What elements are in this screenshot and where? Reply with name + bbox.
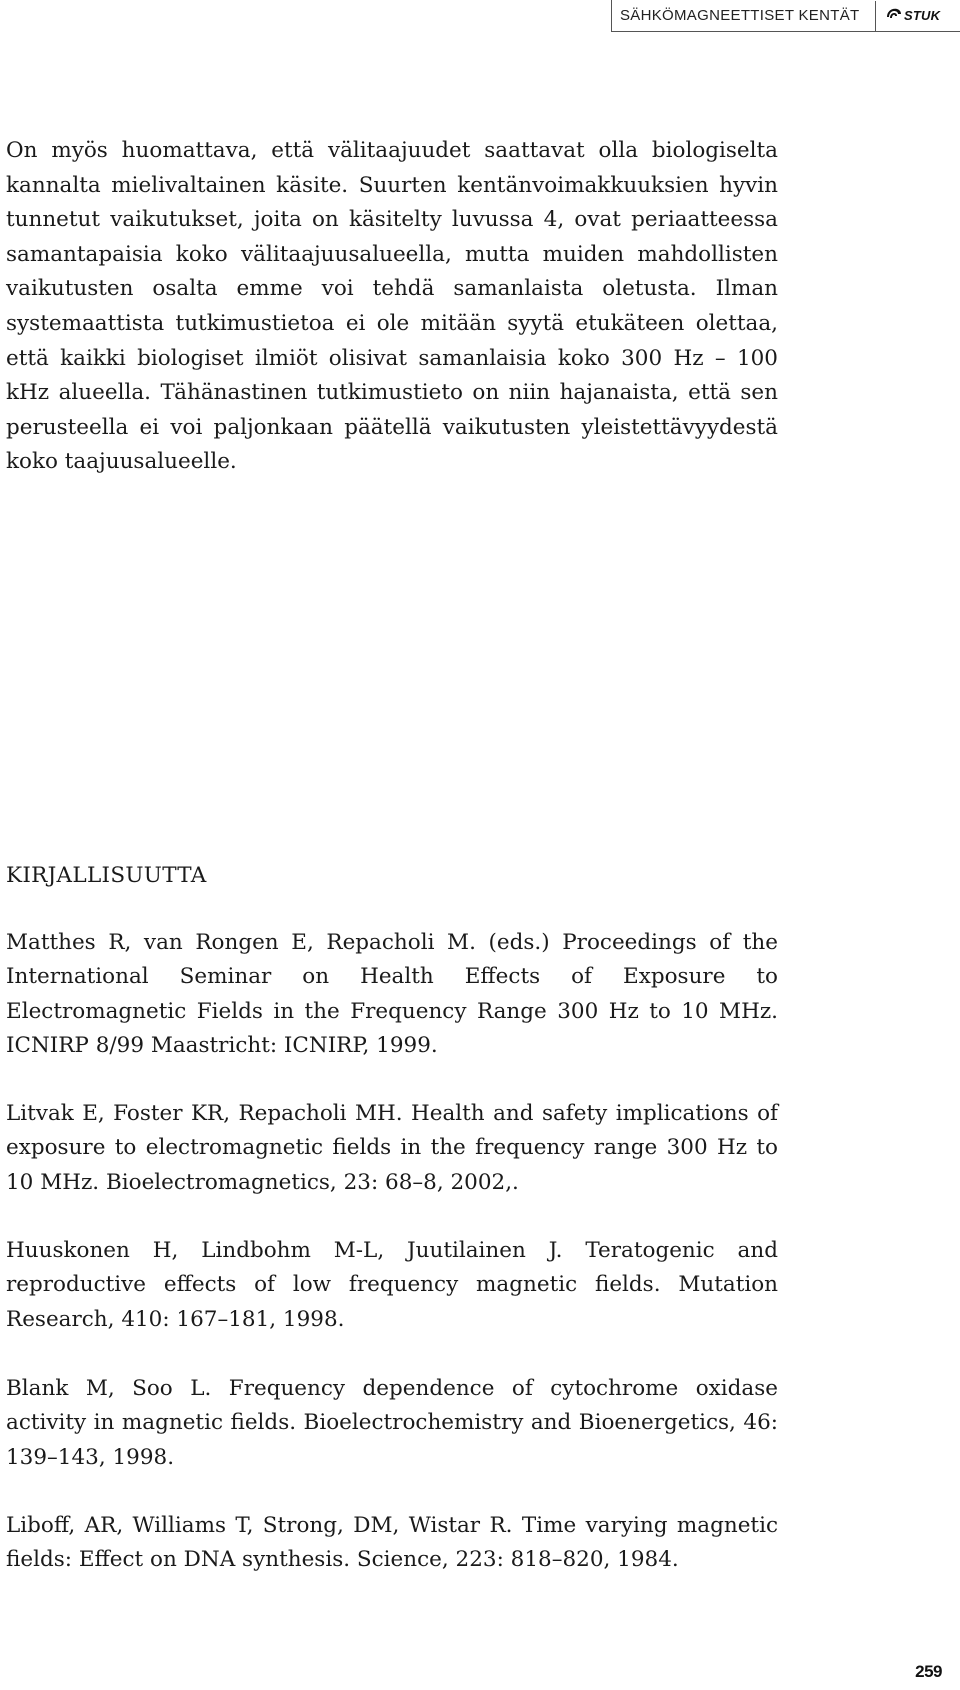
reference-item: Liboff, AR, Williams T, Strong, DM, Wistar R. Time varying magnetic fields: Effect on DNA synthesis. Science, 223: 818–820, 1984. bbox=[6, 1513, 778, 1573]
stuk-logo-icon bbox=[886, 6, 902, 25]
section-heading: KIRJALLISUUTTA bbox=[6, 863, 207, 888]
reference-item: Blank M, Soo L. Frequency dependence of cytochrome oxidase activity in magnetic fields. Bioelectrochemistry and Bioenergetics, 46: 139–143, 1998. bbox=[6, 1376, 778, 1470]
page-number: 259 bbox=[915, 1662, 942, 1681]
reference-item: Litvak E, Foster KR, Repacholi MH. Health and safety implications of exposure to electromagnetic fields in the frequency range 300 Hz to 10 MHz. Bioelectromagnetics, 23: 68–8, 2002,. bbox=[6, 1101, 778, 1195]
stuk-logo bbox=[886, 6, 940, 25]
reference-item: Matthes R, van Rongen E, Repacholi M. (eds.) Proceedings of the International Seminar on Health Effects of Exposure to Electromagnetic Fields in the Frequency Range 300 Hz to 10 MHz. ICNIRP 8/99 Maastricht: ICNIRP, 1999. bbox=[6, 930, 778, 1058]
reference-item: Huuskonen H, Lindbohm M-L, Juutilainen J. Teratogenic and reproductive effects of low frequency magnetic fields. Mutation Research, 410: 167–181, 1998. bbox=[6, 1238, 778, 1332]
header-divider bbox=[875, 1, 876, 31]
body-paragraph: On myös huomattava, että välitaajuudet saattavat olla biologiselta kannalta mielivaltainen käsite. Suurten kentänvoimakkuuksien hyvin tunnetut vaikutukset, joita on käsitelty luvussa 4, ovat periaatteessa samantapaisia koko välitaajuusalueella, mutta muiden mahdollisten vaikutusten osalta emme voi tehdä samanlaista oletusta. Ilman systemaattista tutkimustietoa ei ole mitään syytä etukäteen olettaa, että kaikki biologiset ilmiöt olisivat samanlaisia koko 300 Hz – 100 kHz alueella. Tähänastinen tutkimustieto on niin hajanaista, että sen perusteella ei voi paljonkaan päätellä vaikutusten yleistettävyydestä koko taajuusalueelle. bbox=[6, 138, 778, 475]
header-title: SÄHKÖMAGNEETTISET KENTÄT bbox=[620, 7, 860, 24]
logo-text: STUK bbox=[904, 8, 941, 23]
running-header bbox=[611, 0, 960, 32]
